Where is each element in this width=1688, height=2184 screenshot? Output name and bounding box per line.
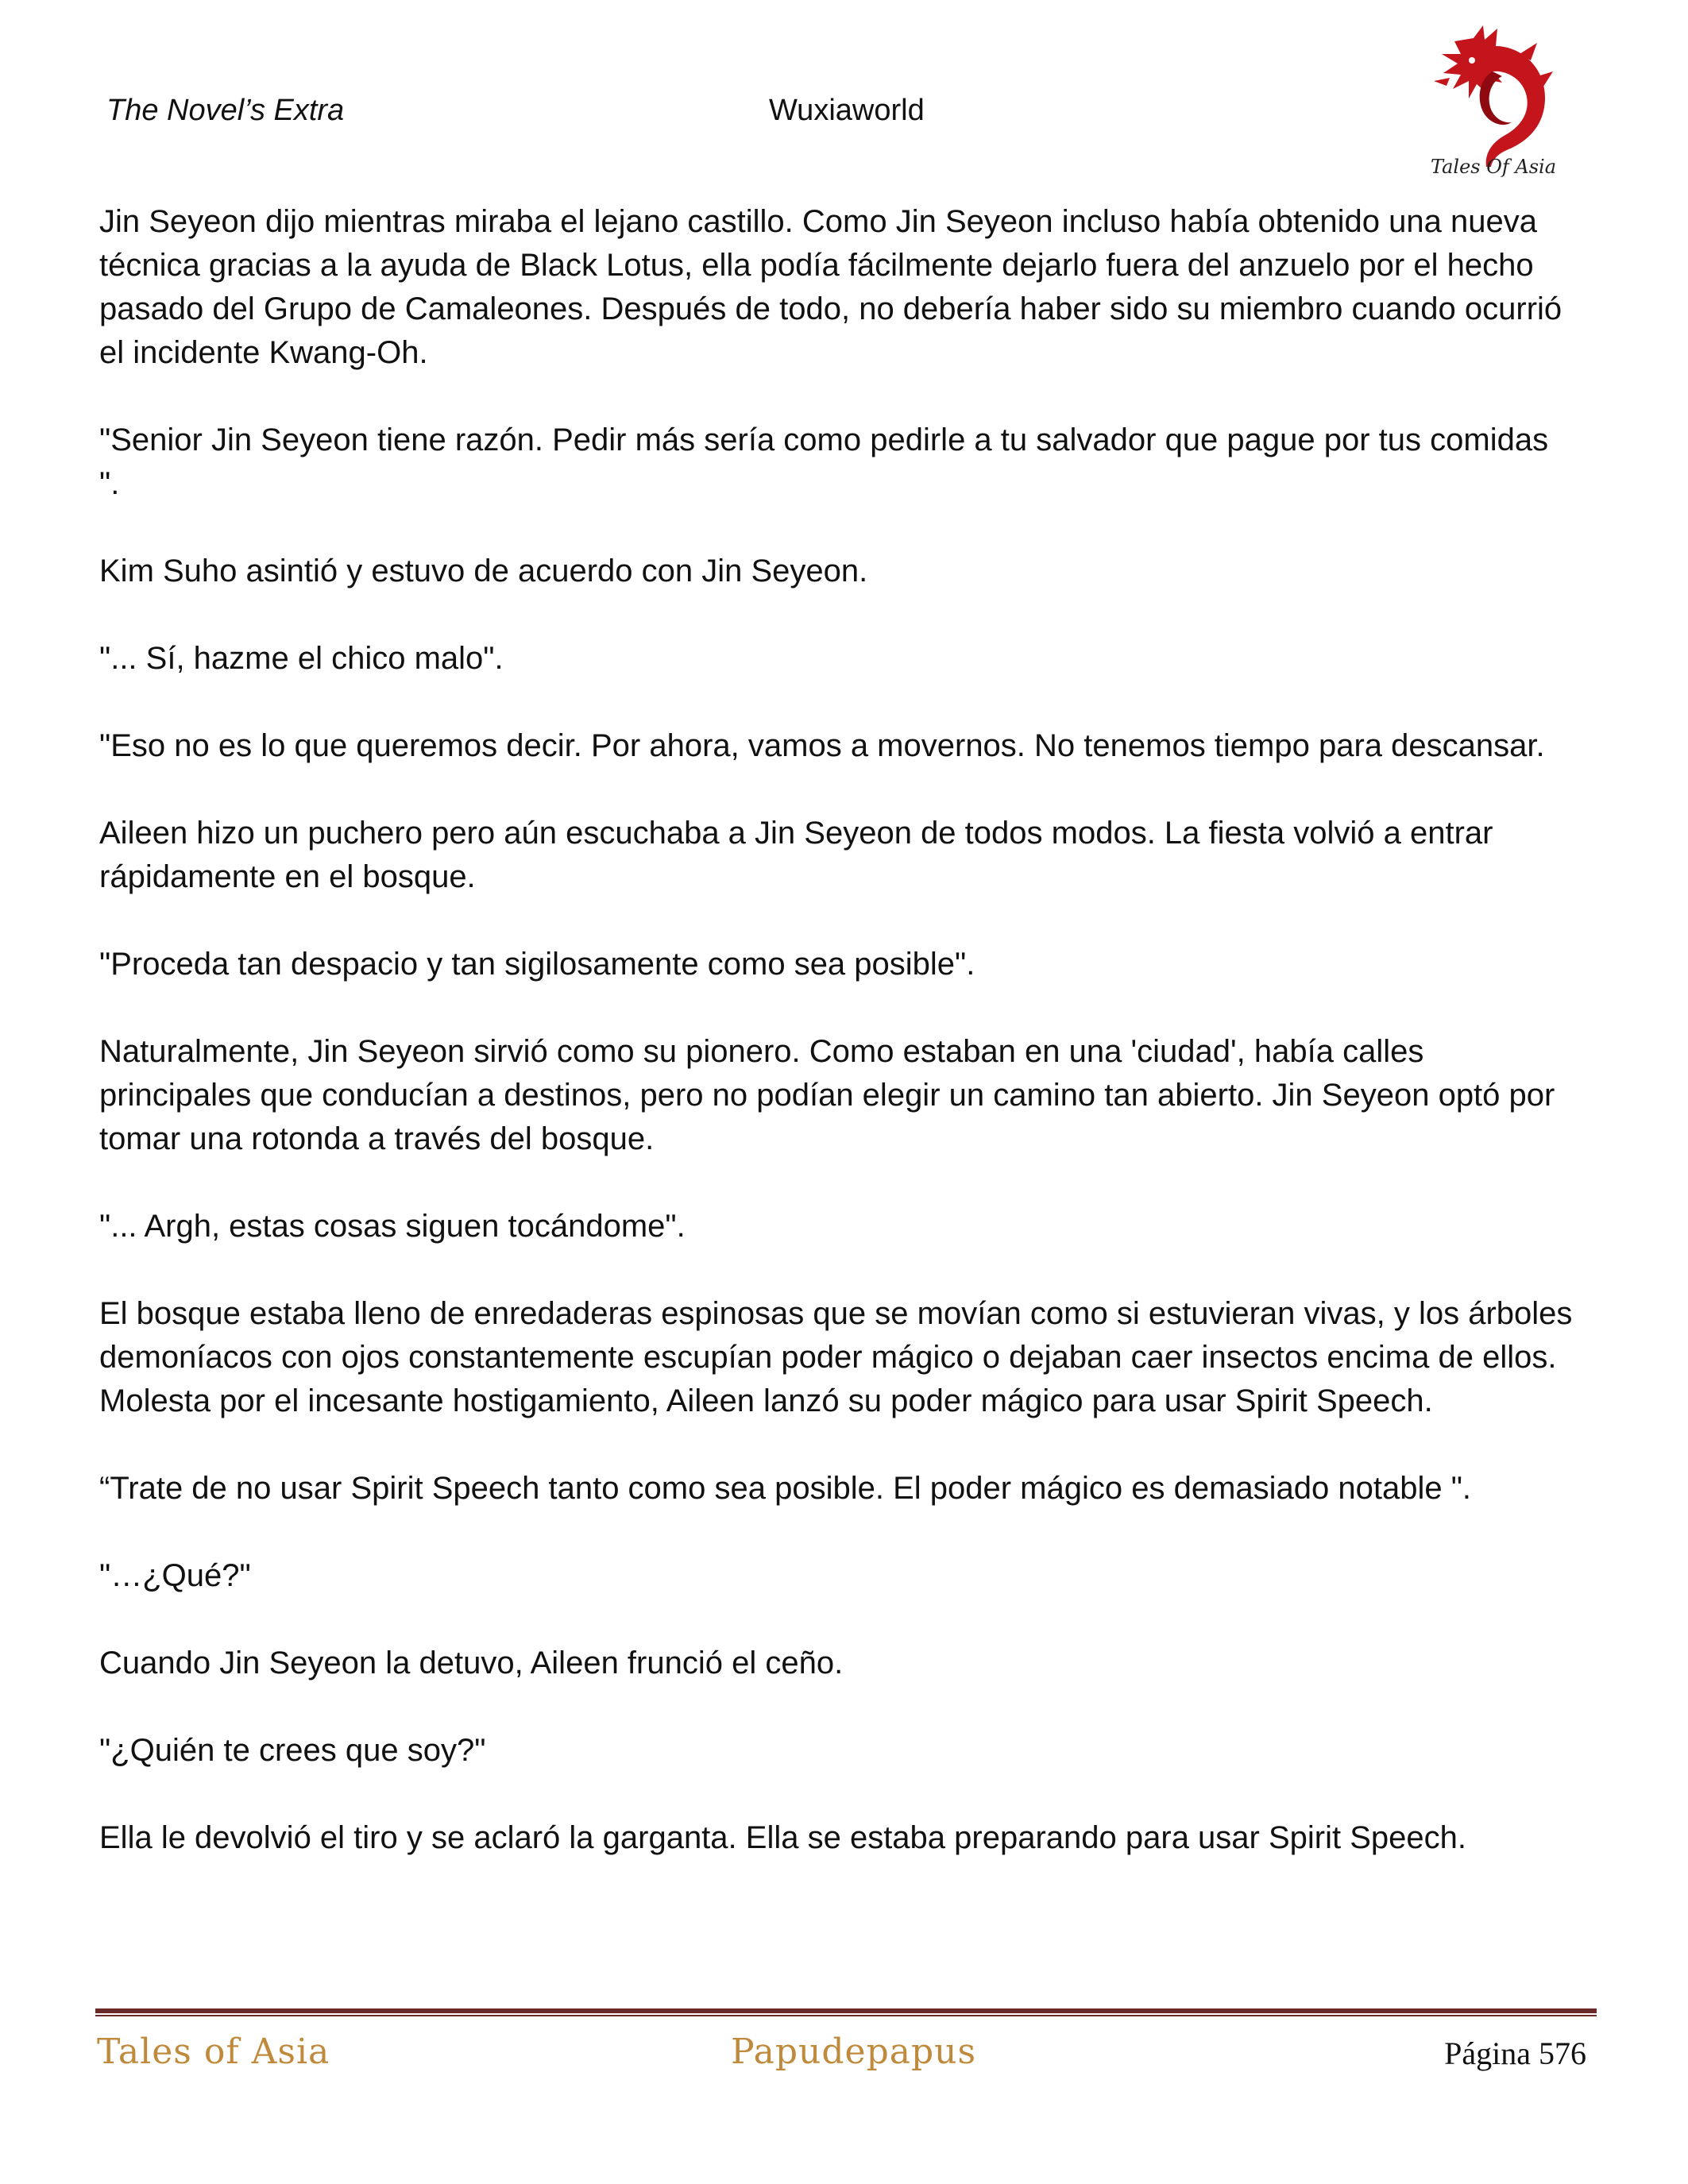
paragraph: El bosque estaba lleno de enredaderas espinosas que se movían como si estuvieran vivas, y los árboles demoníacos con ojos constantemente escupían poder mágico o dejaban caer insectos encima de ellos. Molesta por el incesante hostigamiento, Aileen lanzó su poder mágico para usar Spirit Speech. [99, 1296, 1573, 1418]
paragraph: "¿Quién te crees que soy?" [99, 1733, 486, 1768]
paragraph: Ella le devolvió el tiro y se aclaró la garganta. Ella se estaba preparando para usar Spirit Speech. [99, 1820, 1466, 1855]
paragraph: "... Argh, estas cosas siguen tocándome". [99, 1209, 686, 1244]
page-number: Página 576 [1444, 2035, 1586, 2071]
logo-text: Tales Of Asia [1430, 156, 1557, 178]
paragraph: Jin Seyeon dijo mientras miraba el lejano castillo. Como Jin Seyeon incluso había obtenido una nueva técnica gracias a la ayuda de Black Lotus, ella podía fácilmente dejarlo fuera del anzuelo por el hecho pasado del Grupo de Camaleones. Después de todo, no debería haber sido su miembro cuando ocurrió el incidente Kwang-Oh. [99, 204, 1562, 370]
paragraph: "Eso no es lo que queremos decir. Por ahora, vamos a movernos. No tenemos tiempo para descansar. [99, 728, 1545, 763]
red-dragon-logo-icon [1426, 22, 1561, 185]
footer-left-label: Tales of Asia [97, 2032, 330, 2072]
paragraph: “Trate de no usar Spirit Speech tanto como sea posible. El poder mágico es demasiado notable ". [99, 1471, 1472, 1506]
paragraph: "... Sí, hazme el chico malo". [99, 641, 504, 676]
paragraph: "Proceda tan despacio y tan sigilosamente como sea posible". [99, 947, 975, 982]
footer-divider [95, 2007, 1597, 2016]
footer-center-label: Papudepapus [731, 2032, 977, 2072]
paragraph: Kim Suho asintió y estuvo de acuerdo con Jin Seyeon. [99, 554, 868, 588]
paragraph: "…¿Qué?" [99, 1558, 251, 1593]
header-center-title: Wuxiaworld [769, 94, 925, 127]
paragraph: Naturalmente, Jin Seyeon sirvió como su pionero. Como estaban en una 'ciudad', había calles principales que conducían a destinos, pero no podían elegir un camino tan abierto. Jin Seyeon optó por tomar una rotonda a través del bosque. [99, 1034, 1555, 1156]
header-left-title: The Novel’s Extra [106, 94, 345, 127]
paragraph: "Senior Jin Seyeon tiene razón. Pedir más sería como pedirle a tu salvador que pague por tus comidas ". [99, 423, 1549, 501]
chapter-body [99, 200, 1573, 1904]
paragraph: Cuando Jin Seyeon la detuvo, Aileen frunció el ceño. [99, 1646, 844, 1680]
paragraph: Aileen hizo un puchero pero aún escuchaba a Jin Seyeon de todos modos. La fiesta volvió a entrar rápidamente en el bosque. [99, 816, 1493, 894]
